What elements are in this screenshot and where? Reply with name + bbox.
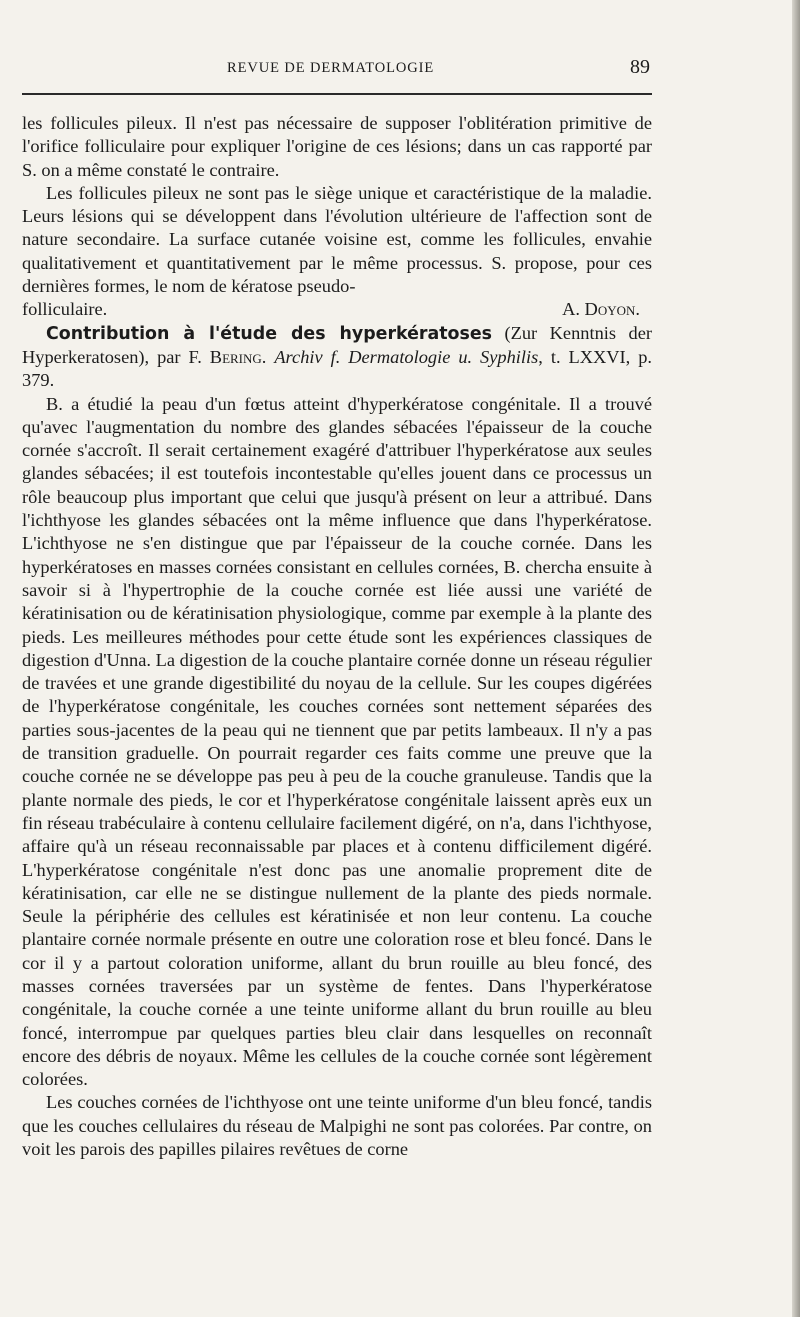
book-page xyxy=(22,0,652,1317)
article-heading: Contribution à l'étude des hyperkératoses xyxy=(46,323,492,344)
article-ref-part-2: . xyxy=(261,346,275,367)
paragraph-continued: les follicules pileux. Il n'est pas nécessaire de supposer l'oblitération primitive de l'orifice folliculaire pour expliquer l'origine de ces lésions; dans un cas rapporté par S. on a même constaté le contraire. xyxy=(22,113,652,180)
article-ref-part-1: (Zur Kenntnis der Hyperkeratosen), par F. xyxy=(22,322,653,367)
running-title: REVUE DE DERMATOLOGIE xyxy=(227,60,435,76)
article-author: Bering xyxy=(209,346,262,367)
running-head xyxy=(22,58,652,84)
paragraph-main: B. a étudié la peau d'un fœtus atteint d'hyperkératose congénitale. Il a trouvé qu'avec l'augmentation du nombre des glandes sébacées l'épaisseur de la couche cornée s'accroît. Il serait certainement exagéré d'attribuer l'hyperkératose aux seules glandes sébacées; il est toutefois incontestable qu'elles jouent dans ce processus un rôle beaucoup plus important que celui que jusqu'à présent on leur a attribué. Dans l'ichthyose les glandes sébacées ont la même influence que dans l'hyperkératose. L'ichthyose ne s'en distingue que par l'épaisseur de la couche cornée. Dans les hyperkératoses en masses cornées consistant en cellules cornées, B. chercha ensuite à savoir si à l'hypertrophie de la couche cornée est liée aussi une variété de kératinisation ou de kératinisation physiologique, comme par exemple à la plante des pieds. Les meilleures méthodes pour cette étude sont les expériences classiques de digestion d'Unna. La digestion de la couche plantaire cornée donne un réseau régulier de travées et une grande digestibilité du noyau de la cellule. Sur les coupes digérées de l'hyperkératose congénitale, les couches cornées sont nettement séparées des parties sous-jacentes de la peau qui ne tiennent que par petits lambeaux. Il n'y a pas de transition graduelle. On pourrait regarder ces faits comme une preuve que la couche cornée ne se développe pas peu à peu de la couche granuleuse. Tandis que la plante normale des pieds, le cor et l'hyperkératose congénitale laissent après eux un fin réseau trabéculaire à contenu cellulaire facilement digéré, on n'a, dans l'ichthyose, affaire qu'à un réseau reconnaissable par places et à contenu difficilement digéré. L'hyperkératose congénitale n'est donc pas une anomalie proprement dite de kératinisation, car elle ne se distingue nullement de la plante des pieds normale. Seule la périphérie des cellules est kératinisée et non leur contenu. La couche plantaire cornée normale présente en outre une coloration rose et bleu foncé. Dans le cor il y a partout coloration uniforme, allant du brun rouille au bleu foncé, des masses cornées traversées par un système de fentes. Dans l'hyperkératose congénitale, la couche cornée a une teinte uniforme allant du brun rouille au bleu foncé, interrompue par quelques parties bleu clair dans lesquelles on reconnaît encore des débris de noyaux. Même les cellules de la couche cornée sont légèrement colorées. xyxy=(22,393,652,1090)
paragraph-follicules: Les follicules pileux ne sont pas le siège unique et caractéristique de la maladie. Leurs lésions qui se développent dans l'évolution ultérieure de l'affection sont de nature secondaire. La surface cutanée voisine est, comme les follicules, envahie qualitativement et quantitativement par le même processus. S. propose, pour ces dernières formes, le nom de kératose pseudo- xyxy=(22,182,652,297)
review-signature: A. Doyon. xyxy=(562,299,640,320)
body-text xyxy=(22,112,652,1161)
header-rule xyxy=(22,93,652,95)
page-edge-shadow xyxy=(792,0,800,1317)
paragraph-end: folliculaire. xyxy=(22,299,108,320)
paragraph-ichthyose: Les couches cornées de l'ichthyose ont une teinte uniforme d'un bleu foncé, tandis que les couches cellulaires du réseau de Malpighi ne sont pas colorées. Par contre, on voit les parois des papilles pilaires revêtues de corne xyxy=(22,1092,652,1160)
page-number: 89 xyxy=(630,56,650,78)
article-citation xyxy=(22,322,652,393)
paragraph-signature-line xyxy=(22,298,652,321)
article-ref-part-3: , t. LXXVI, p. 379. xyxy=(22,346,652,391)
journal-title: Archiv f. Dermatologie u. Syphilis xyxy=(274,346,539,367)
